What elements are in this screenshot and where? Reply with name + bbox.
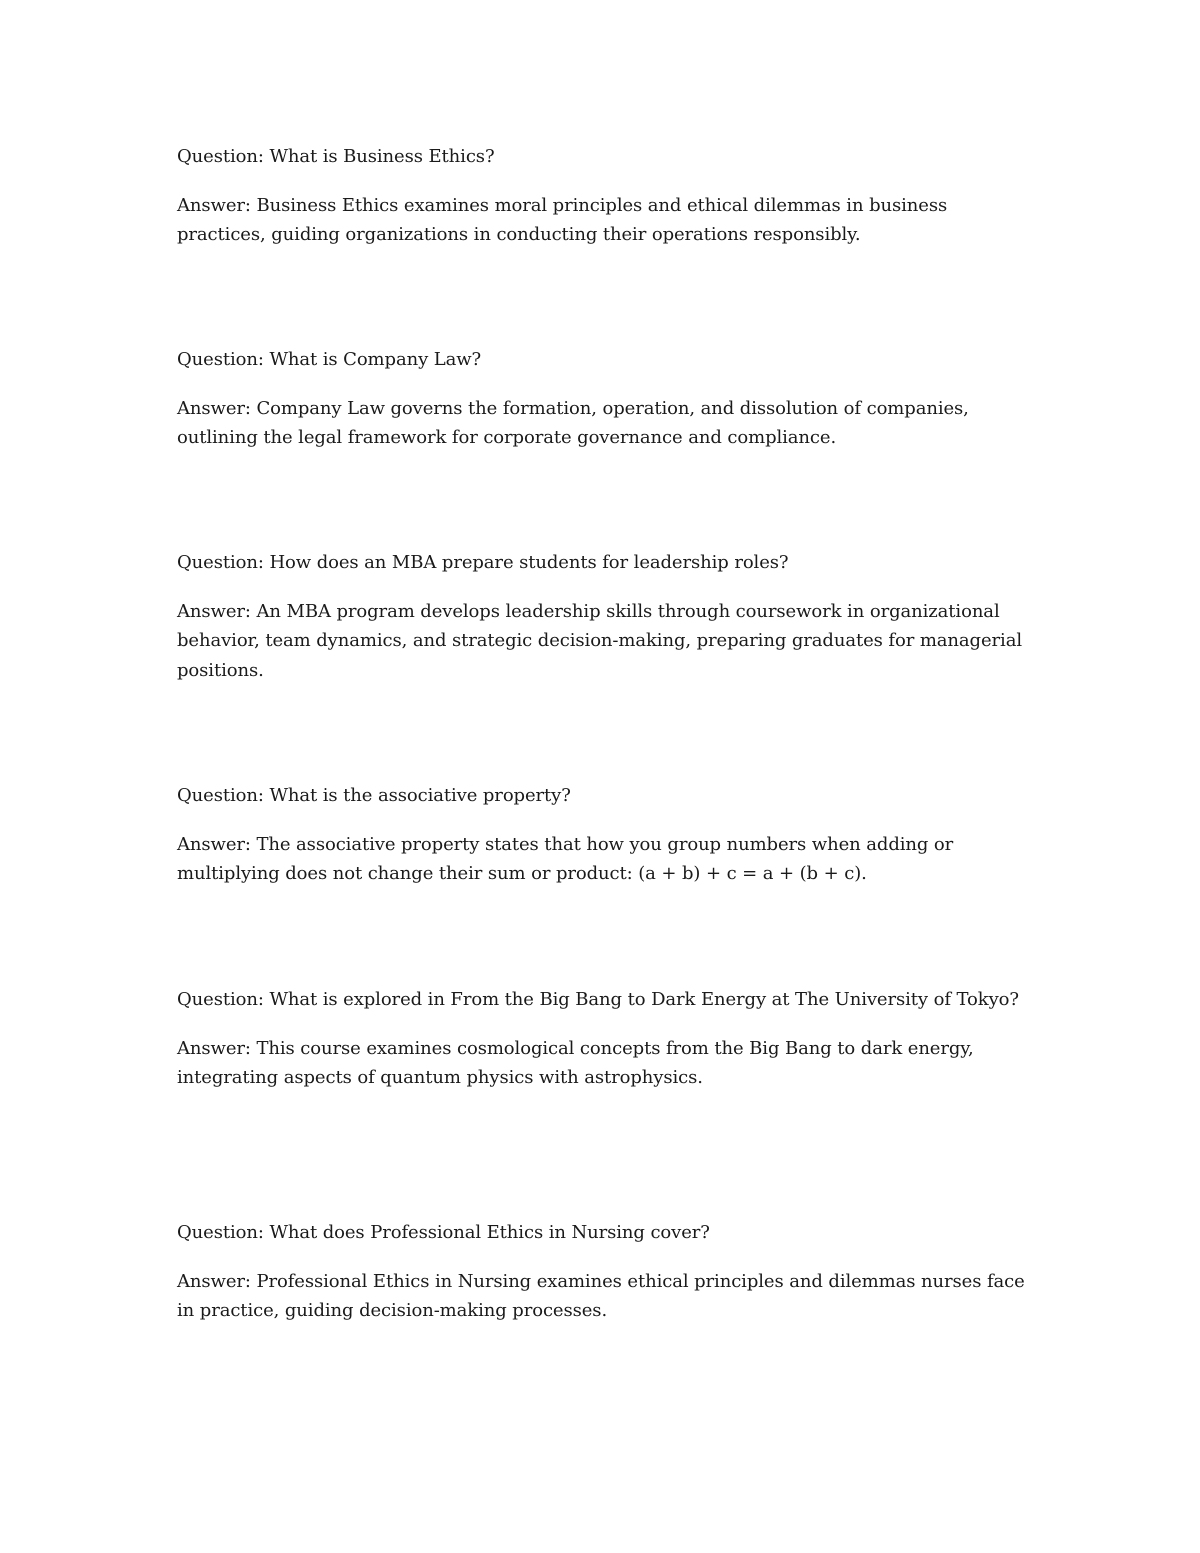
question-text: Question: How does an MBA prepare students for leadership roles?: [177, 552, 789, 573]
answer-text: Answer: This course examines cosmological concepts from the Big Bang to dark energy, integrating aspects of quantum physics with astrophysics.: [177, 1037, 974, 1088]
answer-text: Answer: Professional Ethics in Nursing examines ethical principles and dilemmas nurses face in practice, guiding decision-making processes.: [177, 1270, 1025, 1321]
question-text: Question: What does Professional Ethics in Nursing cover?: [177, 1222, 710, 1243]
question-text: Question: What is explored in From the Big Bang to Dark Energy at The University of Tokyo?: [177, 989, 1019, 1010]
qa-block: [177, 781, 1027, 889]
answer-text: Answer: Company Law governs the formation, operation, and dissolution of companies, outlining the legal framework for corporate governance and compliance.: [177, 397, 969, 448]
qa-block: [177, 345, 1027, 453]
question-text: Question: What is Business Ethics?: [177, 146, 495, 167]
qa-block: [177, 985, 1027, 1093]
question-text: Question: What is Company Law?: [177, 349, 482, 370]
qa-block: [177, 1218, 1027, 1326]
question-text: Question: What is the associative property?: [177, 785, 571, 806]
qa-block: [177, 548, 1027, 685]
answer-text: Answer: The associative property states that how you group numbers when adding or multiplying does not change their sum or product: (a + b) + c = a + (b + c).: [177, 833, 954, 884]
answer-text: Answer: An MBA program develops leadership skills through coursework in organizational behavior, team dynamics, and strategic decision-making, preparing graduates for managerial positions.: [177, 600, 1022, 681]
answer-text: Answer: Business Ethics examines moral principles and ethical dilemmas in business practices, guiding organizations in conducting their operations responsibly.: [177, 194, 948, 245]
qa-block: [177, 142, 1027, 250]
